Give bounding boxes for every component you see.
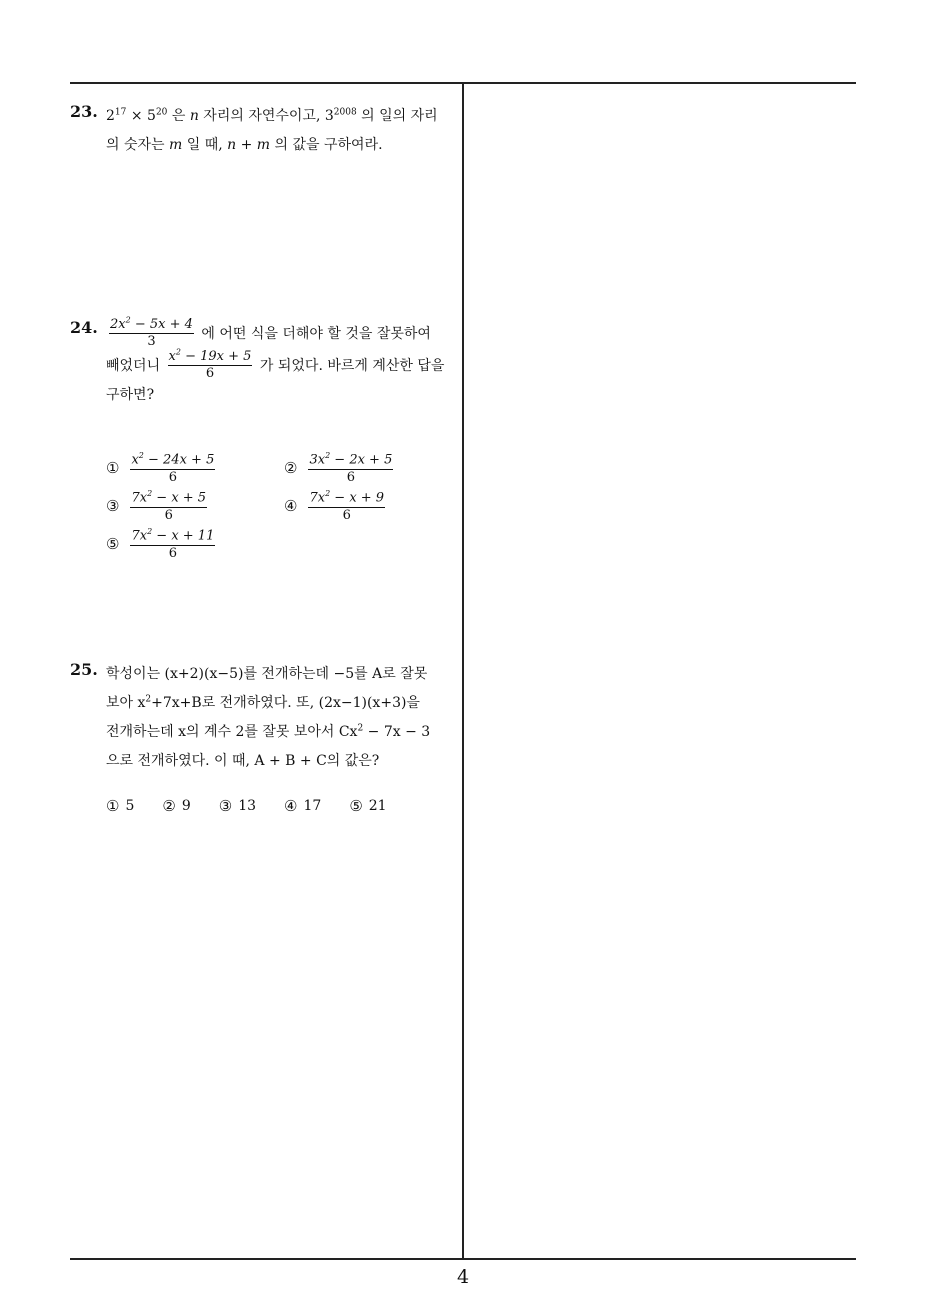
choice-value: 5 (125, 798, 135, 814)
math-exponent: 2 (175, 347, 181, 357)
text: 에 어떤 식을 더해야 할 것을 잘못하여 (196, 325, 431, 342)
math: − x + 9 (330, 490, 385, 506)
choice-3[interactable] (219, 797, 256, 815)
fraction (308, 490, 385, 523)
choice-2[interactable] (284, 452, 396, 485)
choices-25 (106, 797, 415, 815)
fraction (308, 452, 393, 485)
choice-5[interactable] (106, 528, 218, 561)
choice-4[interactable] (284, 490, 388, 523)
choice-mark: ⑤ (349, 797, 363, 815)
math-expr: n + m (227, 137, 271, 153)
problem-25 (70, 660, 458, 776)
math: − 24x + 5 (143, 452, 215, 468)
text-line: − 7x − 3 (363, 724, 431, 740)
math-exponent: 2 (325, 489, 331, 498)
math: 6 (168, 469, 178, 485)
choice-mark: ① (106, 459, 120, 478)
choice-mark: ② (162, 797, 176, 815)
text-line: +7x+B로 전개하였다. 또, (2x−1)(x+3)을 (151, 695, 420, 711)
text: 일 때, (182, 137, 228, 153)
text: 가 되었다. 바르게 계산한 답을 (255, 357, 445, 374)
problem-text (106, 102, 458, 160)
choice-mark: ③ (106, 497, 120, 516)
text-line: 으로 전개하였다. 이 때, A + B + C의 값은? (106, 753, 380, 769)
math-exponent: 17 (114, 107, 127, 118)
math: − 2x + 5 (330, 452, 393, 468)
math-var: m (169, 137, 183, 153)
text: 은 (167, 108, 190, 124)
math: 6 (164, 507, 173, 523)
math: 6 (346, 469, 356, 485)
choice-value: 17 (303, 798, 322, 814)
column-divider (462, 82, 464, 1259)
text-line: 보아 x (106, 695, 146, 711)
choice-value: 21 (368, 798, 387, 814)
problem-text (106, 660, 458, 776)
choice-mark: ④ (284, 497, 298, 516)
math: 6 (205, 365, 215, 381)
fraction (109, 315, 194, 350)
math: − 5x + 4 (130, 317, 193, 332)
text: 빼었더니 (106, 357, 165, 374)
text: 구하면? (106, 387, 155, 404)
problem-text (106, 315, 458, 410)
problem-24 (70, 315, 458, 410)
math-var: n (189, 108, 199, 124)
math: x (131, 452, 139, 468)
problem-number: 24. (70, 318, 98, 337)
math: − 19x + 5 (180, 348, 252, 364)
math: 7x (131, 490, 148, 506)
text-line: 전개하는데 x의 계수 2를 잘못 보아서 Cx (106, 724, 358, 740)
fraction (130, 528, 215, 561)
choice-mark: ① (106, 797, 120, 815)
math: 5 (147, 108, 156, 124)
math-exponent: 2 (145, 694, 152, 705)
text-line: 학성이는 (x+2)(x−5)를 전개하는데 −5를 A로 잘못 (106, 666, 428, 682)
math: 7x (131, 528, 148, 544)
choice-value: 13 (238, 798, 257, 814)
math-exponent: 2008 (333, 107, 357, 118)
page-number: 4 (456, 1266, 470, 1288)
math: 6 (342, 507, 351, 523)
text: 의 값을 구하여라. (270, 137, 383, 153)
choice-mark: ④ (284, 797, 298, 815)
math: − x + 11 (152, 528, 215, 544)
math-exponent: 2 (325, 451, 331, 460)
choice-mark: ③ (218, 797, 233, 815)
choice-mark: ② (284, 459, 298, 478)
math: x (168, 348, 176, 364)
bottom-rule (70, 1258, 856, 1260)
fraction (168, 347, 253, 382)
math: 7x (309, 490, 326, 506)
text: 의 숫자는 (106, 137, 169, 153)
math: 3 (147, 334, 156, 350)
math: 2x (110, 317, 126, 332)
choice-value: 9 (181, 798, 191, 814)
math: 2 (106, 108, 115, 124)
fraction (130, 452, 215, 485)
math: 3x (309, 452, 326, 468)
choice-1[interactable] (106, 797, 134, 815)
math: × (130, 108, 143, 124)
choice-2[interactable] (162, 797, 190, 815)
math-exponent: 2 (147, 527, 153, 536)
fraction (130, 490, 207, 523)
choice-1[interactable] (106, 452, 218, 485)
problem-number: 25. (70, 660, 98, 679)
problem-number: 23. (70, 102, 98, 121)
math-exponent: 2 (138, 451, 144, 460)
choice-5[interactable] (349, 797, 386, 815)
math-exponent: 2 (125, 315, 131, 325)
math-exponent: 2 (147, 489, 153, 498)
math: − x + 5 (152, 490, 207, 506)
choice-4[interactable] (284, 797, 321, 815)
text: 의 일의 자리 (356, 108, 438, 124)
math-exponent: 20 (155, 107, 168, 118)
math: 6 (168, 545, 178, 561)
problem-23 (70, 102, 458, 160)
math-exponent: 2 (357, 723, 364, 734)
choice-3[interactable] (106, 490, 210, 523)
math: 3 (324, 108, 334, 124)
choice-mark: ⑤ (106, 535, 120, 554)
text: 자리의 자연수이고, (198, 108, 325, 124)
